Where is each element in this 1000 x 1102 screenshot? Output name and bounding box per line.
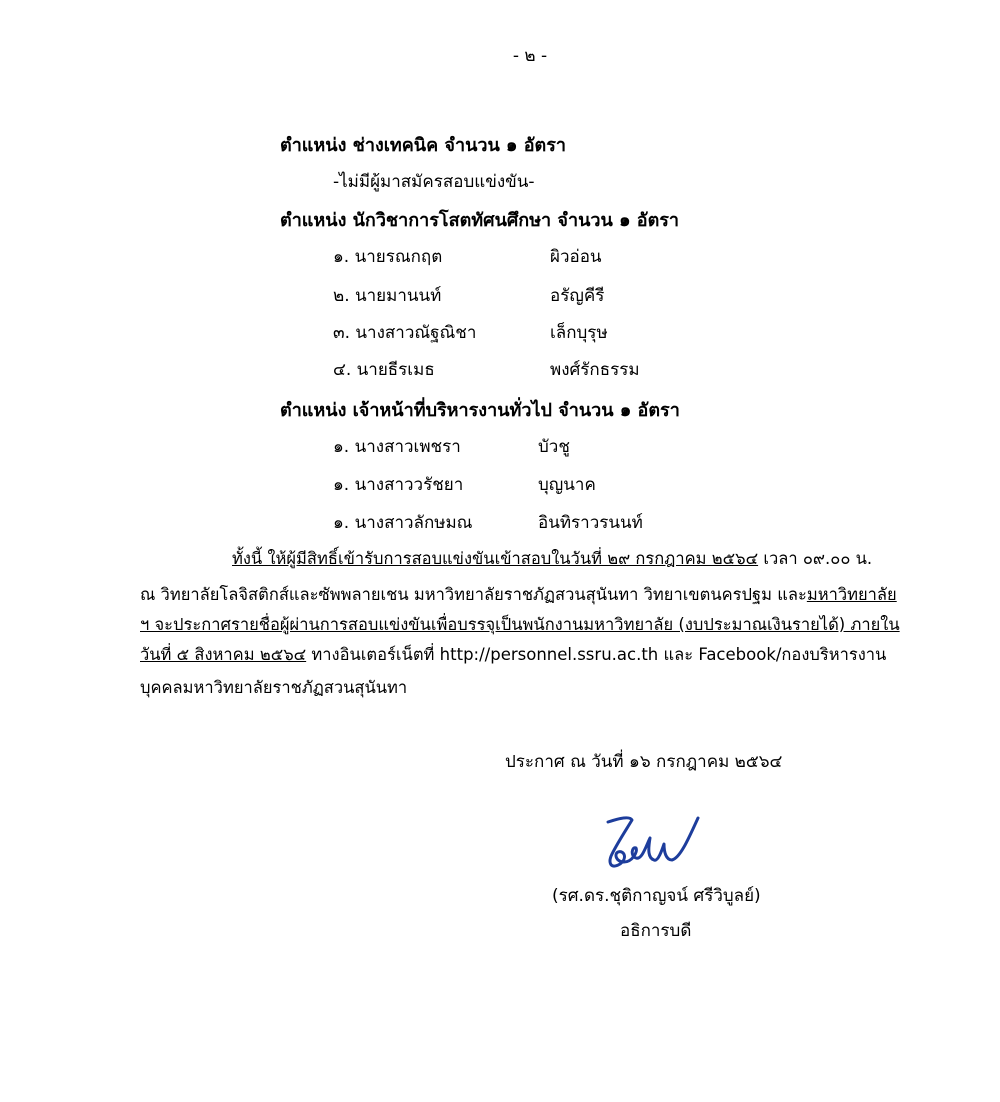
candidate-first-name: ๑. นางสาววรัชยา xyxy=(333,475,464,495)
candidate-first-name: ๑. นางสาวเพชรา xyxy=(333,437,461,457)
candidate-first-name: ๔. นายธีรเมธ xyxy=(333,360,435,380)
paragraph-line-5: บุคคลมหาวิทยาลัยราชภัฏสวนสุนันทา xyxy=(140,678,408,697)
candidate-last-name: อินทิราวรนนท์ xyxy=(538,513,643,533)
section-heading-technician: ตำแหน่ง ช่างเทคนิค จำนวน ๑ อัตรา xyxy=(280,135,567,156)
candidate-first-name: ๒. นายมานนท์ xyxy=(333,286,442,306)
candidate-last-name: บุญนาค xyxy=(538,475,596,495)
signatory-name: (รศ.ดร.ชุติกาญจน์ ศรีวิบูลย์) xyxy=(552,886,761,906)
exam-date-underlined: ทั้งนี้ ให้ผู้มีสิทธิ์เข้ารับการสอบแข่งขันเข้าสอบในวันที่ ๒๙ กรกฎาคม ๒๕๖๔ xyxy=(232,549,759,568)
result-date-underlined: วันที่ ๕ สิงหาคม ๒๕๖๔ xyxy=(140,645,307,664)
candidate-last-name: ผิวอ่อน xyxy=(550,247,602,267)
announcement-date: ประกาศ ณ วันที่ ๑๖ กรกฎาคม ๒๕๖๔ xyxy=(505,752,783,772)
announcement-underlined: ฯ จะประกาศรายชื่อผู้ผ่านการสอบแข่งขันเพื่อบรรจุเป็นพนักงานมหาวิทยาลัย (งบประมาณเงินรายได้) ภายใน xyxy=(140,615,900,634)
exam-time: เวลา ๐๙.๐๐ น. xyxy=(758,549,873,568)
candidate-first-name: ๑. นางสาวลักษมณ xyxy=(333,513,473,533)
paragraph-line-2 xyxy=(140,582,897,608)
section-heading-av-specialist: ตำแหน่ง นักวิชาการโสตทัศนศึกษา จำนวน ๑ อัตรา xyxy=(280,210,680,231)
exam-venue: ณ วิทยาลัยโลจิสติกส์และซัพพลายเชน มหาวิทยาลัยราชภัฏสวนสุนันทา วิทยาเขตนครปฐม และ xyxy=(140,585,807,604)
result-channels: ทางอินเตอร์เน็ตที่ http://personnel.ssru.ac.th และ Facebook/กองบริหารงาน xyxy=(306,645,887,664)
signature-scribble xyxy=(590,800,720,880)
candidate-last-name: เล็กบุรุษ xyxy=(550,323,608,343)
section-heading-general-admin: ตำแหน่ง เจ้าหน้าที่บริหารงานทั่วไป จำนวน ๑ อัตรา xyxy=(280,400,680,421)
candidate-last-name: บัวชู xyxy=(538,437,570,457)
signature xyxy=(590,800,720,880)
paragraph-line-3 xyxy=(140,612,900,638)
candidate-first-name: ๓. นางสาวณัฐณิชา xyxy=(333,323,477,343)
paragraph-line-4 xyxy=(140,642,886,668)
signatory-title: อธิการบดี xyxy=(620,921,692,941)
candidate-last-name: พงศ์รักธรรม xyxy=(550,360,640,380)
candidate-first-name: ๑. นายรณกฤต xyxy=(333,247,443,267)
section-note-no-applicants: -ไม่มีผู้มาสมัครสอบแข่งขัน- xyxy=(333,172,535,192)
paragraph-line-1 xyxy=(232,546,872,572)
page-number: - ๒ - xyxy=(512,46,548,66)
candidate-last-name: อรัญคีรี xyxy=(550,286,605,306)
university-underlined: มหาวิทยาลัย xyxy=(806,585,897,604)
